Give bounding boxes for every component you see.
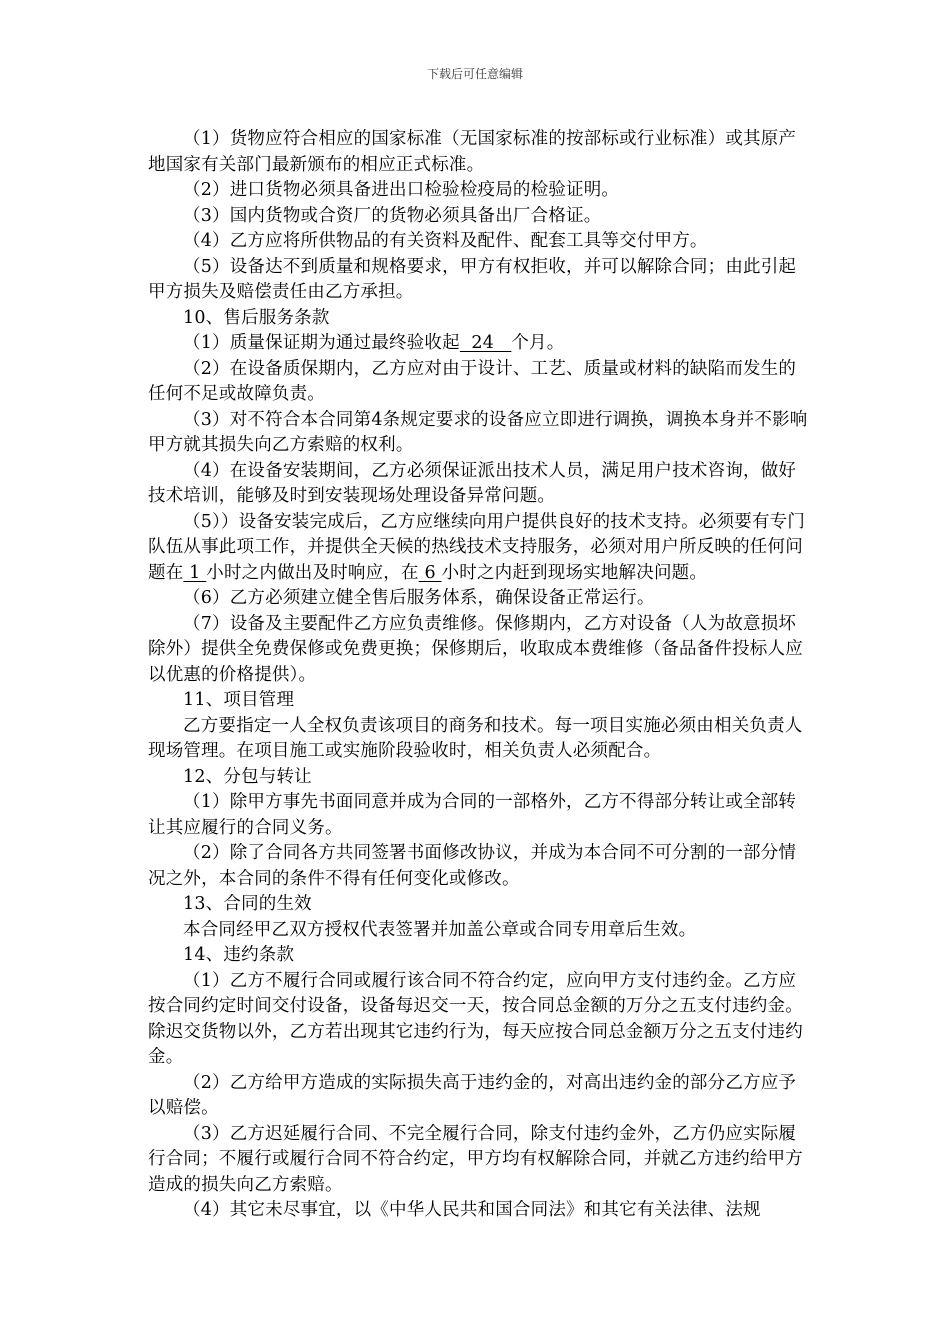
paragraph-reject-rights: （5）设备达不到质量和规格要求，甲方有权拒收，并可以解除合同；由此引起甲方损失及赔偿责任由乙方承担。 [148, 256, 797, 302]
paragraph-actual-loss: （2）乙方给甲方造成的实际损失高于违约金的，对高出违约金的部分乙方应予以赔偿。 [148, 1072, 797, 1118]
section-heading-after-sales: 10、售后服务条款 [183, 307, 330, 328]
response-hours-field: 1 [183, 562, 207, 583]
warranty-months-field: 24 [459, 333, 512, 353]
paragraph-delayed-performance: （3）乙方迟延履行合同、不完全履行合同，除支付违约金外，乙方仍应实际履行合同；不履行或履行合同不符合约定，甲方均有权解除合同，并就乙方违约给甲方造成的损失向乙方索赔。 [148, 1123, 803, 1195]
page-header: 下载后可任意编辑 [426, 67, 523, 81]
onsite-hours-field: 6 [418, 562, 442, 583]
paragraph-warranty-period [148, 331, 808, 357]
paragraph-technical-support [148, 510, 808, 587]
section-heading-project-management: 11、项目管理 [183, 690, 295, 710]
section-heading-breach: 14、违约条款 [183, 945, 295, 965]
paragraph-import-certificate: （2）进口货物必须具备进出口检验检疫局的检验证明。 [183, 180, 620, 200]
paragraph-effectiveness: 本合同经甲乙双方授权代表签署并加盖公章或合同专用章后生效。 [183, 919, 697, 940]
paragraph-liquidated-damages: （1）乙方不履行合同或履行该合同不符合约定，应向甲方支付违约金。乙方应按合同约定时间交付设备，设备每迟交一天，按合同总金额的万分之五支付违约金。除迟交货物以外，乙方若出现其它违约行为，每天应按合同总金额万分之五支付违约金。 [148, 970, 803, 1067]
paragraph-maintenance: （7）设备及主要配件乙方应负责维修。保修期内，乙方对设备（人为故意损坏除外）提供全免费保修或免费更换；保修期后，收取成本费维修（备品备件投标人应以优惠的价格提供）。 [148, 613, 803, 685]
paragraph-no-modification: （2）除了合同各方共同签署书面修改协议，并成为本合同不可分割的一部分情况之外，本合同的条件不得有任何变化或修改。 [148, 843, 797, 889]
paragraph-domestic-certificate: （3）国内货物或合资厂的货物必须具备出厂合格证。 [183, 205, 602, 226]
paragraph-no-transfer: （1）除甲方事先书面同意并成为合同的一部格外，乙方不得部分转让或全部转让其应履行的合同义务。 [148, 792, 797, 838]
paragraph-replacement: （3）对不符合本合同第4条规定要求的设备应立即进行调换，调换本身并不影响甲方就其损失向乙方索赔的权利。 [148, 409, 808, 455]
support-text-middle: 小时之内做出及时响应，在 [206, 562, 419, 583]
warranty-text-end: 个月。 [511, 333, 565, 353]
support-text-end: 小时之内赶到现场实地解决问题。 [441, 562, 708, 583]
contract-body [148, 127, 808, 1224]
paragraph-project-management: 乙方要指定一人全权负责该项目的商务和技术。每一项目实施必须由相关负责人现场管理。在项目施工或实施阶段验收时，相关负责人必须配合。 [148, 715, 803, 761]
warranty-text-start: （1）质量保证期为通过最终验收起 [183, 333, 460, 353]
support-text-start: （5））设备安装完成后，乙方应继续向用户提供良好的技术支持。必须要有专门队伍从事此项工作，并提供全天候的热线技术支持服务，必须对用户所反映的任何问题在 [148, 511, 806, 583]
paragraph-documents-accessories: （4）乙方应将所供物品的有关资料及配件、配套工具等交付甲方。 [183, 231, 708, 251]
paragraph-goods-standard: （1）货物应符合相应的国家标准（无国家标准的按部标或行业标准）或其原产地国家有关部门最新颁布的相应正式标准。 [148, 129, 797, 175]
paragraph-defect-responsibility: （2）在设备质保期内，乙方应对由于设计、工艺、质量或材料的缺陷而发生的任何不足或故障负责。 [148, 358, 797, 404]
paragraph-installation-support: （4）在设备安装期间，乙方必须保证派出技术人员，满足用户技术咨询，做好技术培训，能够及时到安装现场处理设备异常问题。 [148, 460, 797, 506]
section-heading-effectiveness: 13、合同的生效 [183, 894, 312, 914]
section-heading-subcontract: 12、分包与转让 [183, 766, 312, 787]
paragraph-service-system: （6）乙方必须建立健全售后服务体系，确保设备正常运行。 [183, 588, 655, 608]
paragraph-other-matters: （4）其它未尽事宜，以《中华人民共和国合同法》和其它有关法律、法规 [183, 1200, 761, 1220]
